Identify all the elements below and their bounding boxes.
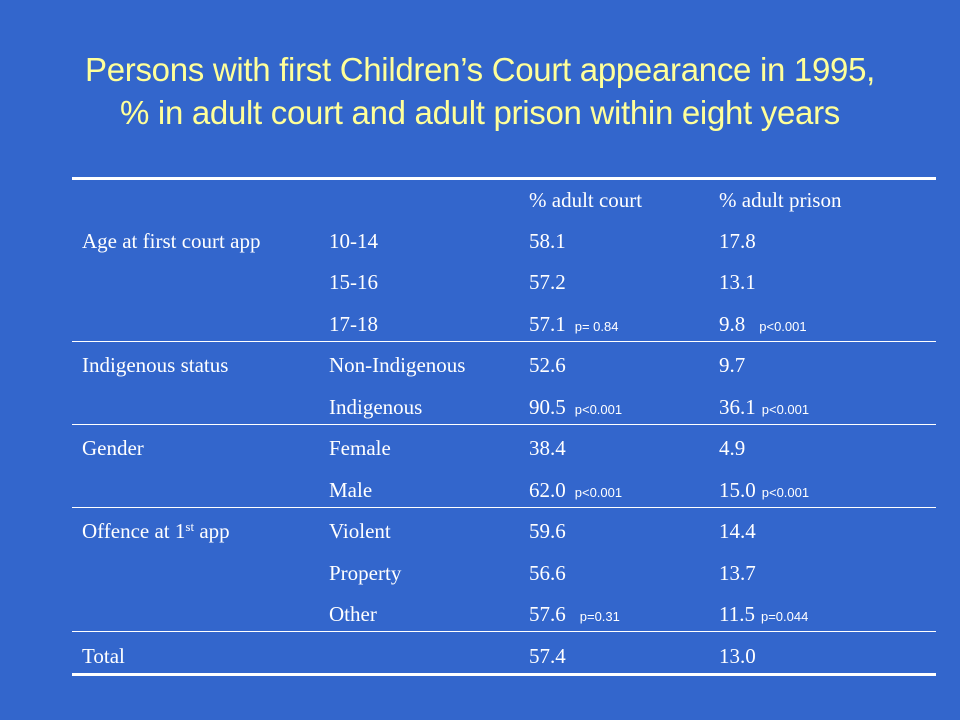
adult-prison-value: 4.9 [719, 436, 746, 460]
adult-court-value: 56.6 [529, 561, 566, 585]
group-label-offence: Offence at 1st app [82, 519, 230, 543]
adult-prison-value: 13.0 [719, 644, 756, 668]
adult-court-value: 57.2 [529, 270, 566, 294]
category-label: Other [329, 602, 377, 626]
adult-prison-value: 36.1 p<0.001 [719, 395, 810, 419]
total-label: Total [82, 644, 125, 668]
adult-court-value: 57.4 [529, 644, 566, 668]
p-value: p<0.001 [574, 485, 623, 500]
group-label-indigenous: Indigenous status [82, 353, 229, 377]
category-label: Property [329, 561, 402, 585]
p-value: p<0.001 [574, 402, 623, 417]
category-label: 15-16 [329, 270, 378, 294]
adult-prison-value: 13.7 [719, 561, 756, 585]
adult-prison-value: 9.7 [719, 353, 746, 377]
adult-court-value: 58.1 [529, 229, 566, 253]
adult-court-value: 57.1 p= 0.84 [529, 312, 619, 336]
group-label-gender: Gender [82, 436, 144, 460]
adult-prison-value: 9.8 p<0.001 [719, 312, 807, 336]
category-label: Non-Indigenous [329, 353, 466, 377]
category-label: Indigenous [329, 395, 423, 419]
category-label: Female [329, 436, 391, 460]
category-label: 10-14 [329, 229, 378, 253]
slide-title [0, 48, 960, 134]
adult-court-value: 59.6 [529, 519, 566, 543]
table-bottom-rule [72, 673, 936, 676]
category-label: 17-18 [329, 312, 378, 336]
adult-prison-value: 14.4 [719, 519, 756, 543]
header-adult-court: % adult court [529, 188, 643, 212]
group-label-age: Age at first court app [82, 229, 261, 253]
table-divider-offence [72, 631, 936, 632]
header-adult-prison: % adult prison [719, 188, 842, 212]
adult-prison-value: 13.1 [719, 270, 756, 294]
table-top-rule [72, 177, 936, 180]
table-divider-age [72, 341, 936, 342]
title-line-2: % in adult court and adult prison within eight years [120, 94, 840, 131]
adult-prison-value: 11.5 p=0.044 [719, 602, 809, 626]
p-value: p=0.044 [760, 609, 809, 624]
adult-court-value: 38.4 [529, 436, 566, 460]
table-divider-gender [72, 507, 936, 508]
p-value: p<0.001 [761, 402, 810, 417]
table-divider-indigenous [72, 424, 936, 425]
p-value: p<0.001 [761, 485, 810, 500]
adult-court-value: 90.5 p<0.001 [529, 395, 623, 419]
category-label: Violent [329, 519, 391, 543]
adult-prison-value: 17.8 [719, 229, 756, 253]
title-line-1: Persons with first Children’s Court appearance in 1995, [85, 51, 875, 88]
category-label: Male [329, 478, 373, 502]
p-value: p= 0.84 [574, 319, 619, 334]
adult-prison-value: 15.0 p<0.001 [719, 478, 810, 502]
adult-court-value: 52.6 [529, 353, 566, 377]
adult-court-value: 62.0 p<0.001 [529, 478, 623, 502]
adult-court-value: 57.6 p=0.31 [529, 602, 620, 626]
p-value: p=0.31 [579, 609, 620, 624]
p-value: p<0.001 [759, 319, 807, 334]
